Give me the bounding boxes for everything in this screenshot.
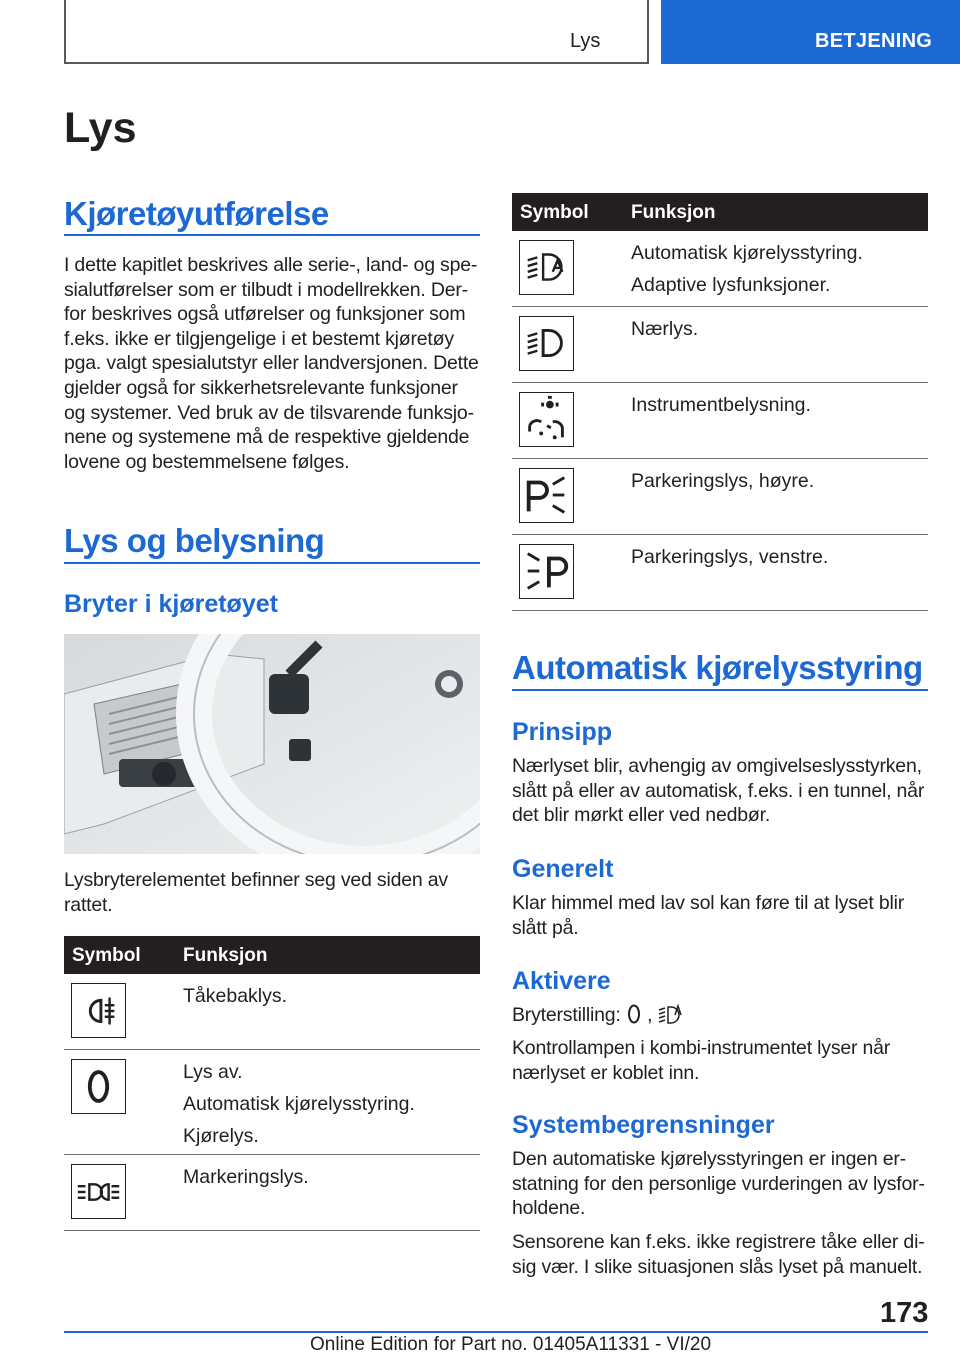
col-function: Funksjon [183,945,268,966]
table-row [512,231,928,307]
low-beam-icon [519,316,574,371]
header-frame [64,0,649,64]
table-row [64,1050,480,1155]
function-cell: Tåkebaklys. [183,985,288,1007]
zero-icon [626,1003,642,1032]
principle-text: Nærlyset blir, avhengig av omgivelseslysstyrken, slått på eller av automatisk, f.eks. i en tunnel, når det blir mørkt eller ved nedbør. [512,755,925,827]
table-row [512,383,928,459]
switch-table [64,936,480,1231]
footer-rule [64,1331,928,1333]
activate-text: Kontrollampen i kombi-instrumentet lyser når nærlyset er koblet inn. [512,1037,891,1084]
heading-limits: Systembegrensninger [512,1111,775,1139]
table-row [512,307,928,383]
switch-position: Bryterstilling: , [512,1003,937,1032]
function-cell: Markeringslys. [183,1166,309,1188]
page-title: Lys [64,104,137,152]
heading-general: Generelt [512,855,614,883]
general-text: Klar himmel med lav sol kan føre til at lyset blir slått på. [512,892,905,939]
parking-light-left-icon [519,544,574,599]
marker-light-icon [71,1164,126,1219]
vehicle-text: I dette kapitlet beskrives alle serie-, land- og spe- sialutførelser som er tilbudt i modellrekken. Der- for beskrives også utførelser og funksjoner som f.eks. ikke er tilgjengelige i et bestemt kjøretøy pga. valgt spesialutstyr eller landversjonen. Dette gjelder også for sikkerhetsrelevante funksjoner og systemer. Ved bruk av de tilsvarende funksjo- nene og systemene må de respektive gjeldende lovene og bestemmelsene følges. [64,254,479,473]
fog-light-icon [71,983,126,1038]
instrument-lighting-icon [519,392,574,447]
col-function: Funksjon [631,202,716,223]
table-row [512,535,928,611]
table-row [64,974,480,1050]
auto-headlight-icon [658,1003,684,1032]
table-header [512,193,928,231]
header-section: Lys [570,30,601,52]
heading-lights: Lys og belysning [64,522,325,559]
table-row [64,1155,480,1231]
heading-activate: Aktivere [512,967,611,995]
table-row [512,459,928,535]
function-cell: Lys av. Automatisk kjørelysstyring. Kjørelys. [183,1061,415,1147]
heading-auto-lights: Automatisk kjørelysstyring [512,649,923,686]
function-cell: Instrumentbelysning. [631,394,811,416]
col-symbol: Symbol [72,945,141,966]
heading-rule [64,562,480,564]
heading-rule [512,689,928,691]
header-tab-label: BETJENING [815,30,933,52]
zero-icon [71,1059,126,1114]
function-cell: Parkeringslys, venstre. [631,546,829,568]
function-cell: Nærlys. [631,318,699,340]
light-switch-photo [64,634,480,854]
function-cell: Automatisk kjørelysstyring. Adaptive lysfunksjoner. [631,242,863,296]
table-header [64,936,480,974]
lights-table [512,193,928,611]
parking-light-right-icon [519,468,574,523]
switch-caption: Lysbryterelementet befinner seg ved siden av rattet. [64,869,448,916]
heading-principle: Prinsipp [512,718,613,746]
heading-vehicle: Kjøretøyutførelse [64,195,329,232]
header-tab[interactable] [661,0,960,64]
heading-switch: Bryter i kjøretøyet [64,590,278,618]
auto-headlight-icon [519,240,574,295]
page-number: 173 [880,1297,929,1329]
limits-text: Sensorene kan f.eks. ikke registrere tåke eller di- sig vær. I slike situasjonen slås lyset på manuelt. [512,1231,925,1278]
limits-text: Den automatiske kjørelysstyringen er ingen er- statning for den personlige vurderingen av lysfor- holdene. [512,1148,925,1220]
heading-rule [64,234,480,236]
function-cell: Parkeringslys, høyre. [631,470,815,492]
col-symbol: Symbol [520,202,589,223]
footer-edition: Online Edition for Part no. 01405A11331 - VI/20 [310,1334,712,1355]
